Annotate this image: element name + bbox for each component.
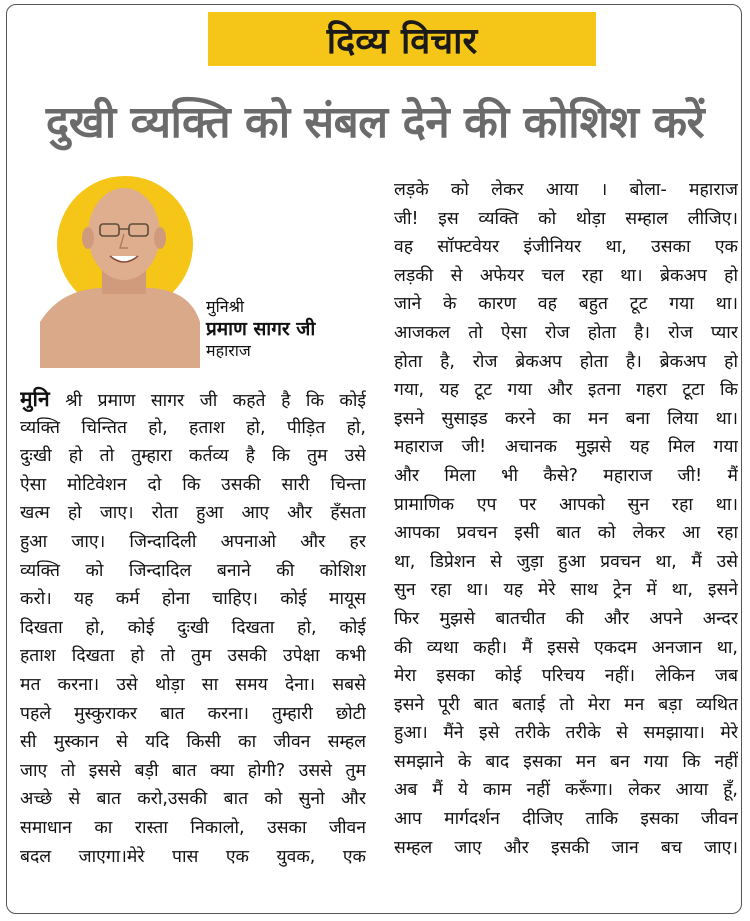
text-line: दिखता हो, कोई दुःखी दिखता हो, कोई	[20, 617, 366, 638]
text-line: खत्म हो जाए। रोता हुआ आए और हँसता	[20, 503, 366, 524]
text-line: समाधान का रास्ता निकालो, उसका जीवन	[20, 817, 366, 838]
text-line: पहले मुस्कुराकर बात करना। तुम्हारी छोटी	[20, 703, 366, 724]
text-line: वह सॉफ्टवेयर इंजीनियर था, उसका एक	[394, 237, 738, 258]
text-line: हुआ। मैंने इसे तरीके तरीके से समझाया। मेरे	[394, 723, 738, 744]
text-line: सुन रहा था। यह मेरे साथ ट्रेन में था, इसने	[394, 580, 738, 601]
byline-suffix: महाराज	[206, 341, 251, 360]
text-line: जी! इस व्यक्ति को थोड़ा सम्हाल लीजिए।	[394, 208, 738, 229]
text-line: अच्छे से बात करो,उसकी बात को सुनो और	[20, 789, 366, 810]
headline: दुखी व्यक्ति को संबल देने की कोशिश करें	[45, 97, 705, 148]
text-line: करो। यह कर्म होना चाहिए। कोई मायूस	[20, 589, 366, 610]
author-name: प्रमाण सागर जी	[206, 318, 316, 340]
text-line: और मिला भी कैसे? महाराज जी! मैं	[394, 465, 738, 486]
text-line: प्रामाणिक एप पर आपको सुन रहा था।	[394, 494, 738, 515]
text-line	[20, 385, 366, 414]
text-line: सी मुस्कान से यदि किसी का जीवन सम्हल	[20, 732, 366, 753]
text-line: अब मैं ये काम नहीं करूँगा। लेकर आया हूँ,	[394, 780, 738, 801]
text-line: समझाने के बाद इसका मन बन गया कि नहीं	[394, 751, 738, 772]
text-line: आपका प्रवचन इसी बात को लेकर आ रहा	[394, 523, 738, 544]
text-line: बदल जाएगा।मेरे पास एक युवक, एक	[20, 846, 366, 867]
text-line: जाने के कारण वह बहुत टूट गया था।	[394, 294, 738, 315]
author-byline	[206, 296, 315, 362]
author-portrait-image	[40, 172, 200, 368]
text-line: हताश दिखता हो तो तुम उसकी उपेक्षा कभी	[20, 646, 366, 667]
text-line: मत करना। उसे थोड़ा सा समय देना। सबसे	[20, 674, 366, 695]
text-line: ऐसा मोटिवेशन दो कि उसकी सारी चिन्ता	[20, 474, 366, 495]
text-line: महाराज जी! अचानक मुझसे यह मिल गया	[394, 437, 738, 458]
text-line: इसने सुसाइड करने का मन बना लिया था।	[394, 408, 738, 429]
text-line: था, डिप्रेशन से जुड़ा हुआ प्रवचन था, मैं उसे	[394, 551, 738, 572]
text-line: गया, यह टूट गया और इतना गहरा टूटा कि	[394, 380, 738, 401]
first-line-rest: श्री प्रमाण सागर जी कहते है कि कोई	[49, 391, 366, 411]
text-line: जाए तो इससे बड़ी बात क्या होगी? उससे तुम	[20, 760, 366, 781]
author-portrait	[40, 172, 200, 368]
lead-word: मुनि	[20, 387, 50, 411]
byline-prefix: मुनिश्री	[206, 297, 245, 316]
text-line: फिर मुझसे बातचीत की और अपने अन्दर	[394, 608, 738, 629]
article-column-right	[394, 176, 738, 862]
text-line: व्यक्ति को जिन्दादिल बनाने की कोशिश	[20, 560, 366, 581]
text-line: लड़के को लेकर आया । बोला- महाराज	[394, 180, 738, 200]
text-line: आजकल तो ऐसा रोज होता है। रोज प्यार	[394, 322, 738, 343]
text-line: की व्यथा कही। मैं इससे एकदम अनजान था,	[394, 637, 738, 658]
text-line: सम्हल जाए और इसकी जान बच जाए।	[394, 837, 738, 858]
text-line: व्यक्ति चिन्तित हो, हताश हो, पीड़ित हो,	[20, 417, 366, 438]
text-line: इसने पूरी बात बताई तो मेरा मन बड़ा व्यथित	[394, 694, 738, 715]
text-line: मेरा इसका कोई परिचय नहीं। लेकिन जब	[394, 666, 738, 687]
text-line: दुःखी हो तो तुम्हारा कर्तव्य है कि तुम उसे	[20, 446, 366, 467]
section-tag: दिव्य विचार	[208, 12, 596, 66]
text-line: लड़की से अफेयर चल रहा था। ब्रेकअप हो	[394, 265, 738, 286]
text-line: होता है, रोज ब्रेकअप होता है। ब्रेकअप हो	[394, 351, 738, 372]
article-column-left	[20, 385, 366, 871]
text-line: हुआ जाए। जिन्दादिली अपनाओ और हर	[20, 531, 366, 552]
text-line: आप मार्गदर्शन दीजिए ताकि इसका जीवन	[394, 809, 738, 830]
